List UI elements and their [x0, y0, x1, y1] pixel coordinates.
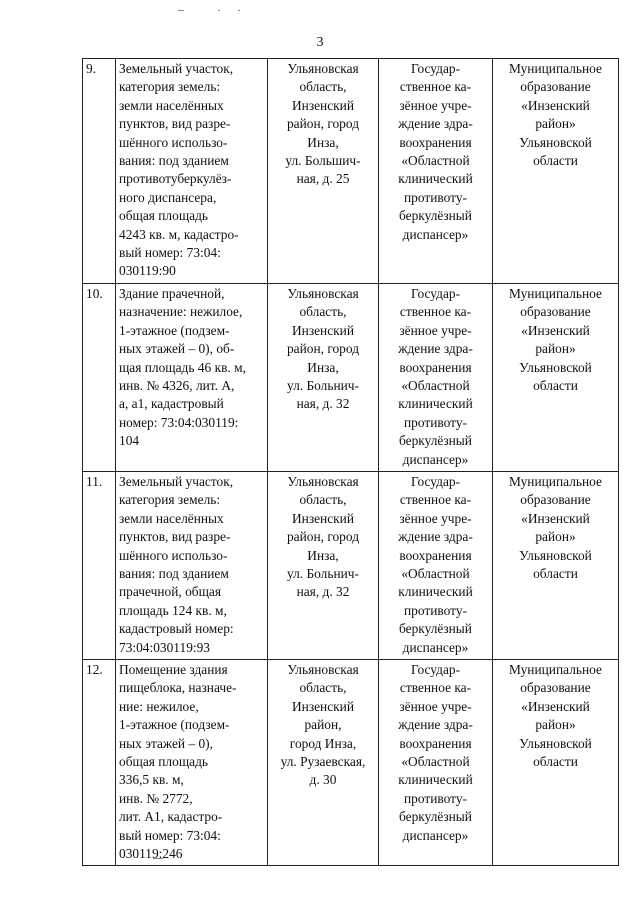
cell-line: ная, д. 25 [296, 171, 350, 187]
cell-line: район, [304, 717, 342, 733]
cell-line: клинический [398, 772, 473, 788]
cell-line: Ульяновской [519, 359, 592, 375]
cell-line: области [533, 565, 578, 581]
cell-line: Инзенский [291, 510, 355, 526]
cell-line: противоту- [404, 790, 467, 806]
cell-line: 1-этажное (подзем- [119, 322, 230, 338]
cell-line: Ульяновская [287, 285, 359, 301]
property-registry-table [82, 58, 619, 866]
cell-line: Ульяновской [519, 735, 592, 751]
cell-line: назначение: нежилое, [119, 304, 243, 320]
cell-line: шённого использо- [119, 134, 228, 150]
cell-line: район, город [286, 529, 360, 545]
object-address [268, 283, 379, 471]
cell-line: Инза, [307, 547, 339, 563]
recipient-owner [493, 471, 619, 659]
cell-line: «Областной [401, 153, 470, 169]
page-number: 3 [316, 35, 324, 50]
cell-line: Ульяновская [287, 662, 359, 677]
scan-artifact [218, 10, 220, 11]
cell-line: образование [520, 680, 591, 696]
cell-line: Инза, [307, 359, 339, 375]
cell-line: 104 [119, 433, 140, 449]
cell-line: клинический [398, 171, 473, 187]
scan-artifact [238, 10, 240, 11]
object-address [268, 660, 379, 866]
cell-line: Муниципальное [509, 662, 602, 677]
cell-line: ул. Больнич- [286, 565, 359, 581]
cell-line: пунктов, вид разре- [119, 529, 231, 545]
cell-line: ных этажей – 0), [119, 735, 213, 751]
cell-line: Инзенский [291, 322, 355, 338]
cell-line: «Областной [401, 754, 470, 770]
cell-line: диспансер» [402, 226, 469, 242]
cell-line: образование [520, 304, 591, 320]
current-holder [379, 471, 493, 659]
cell-line: категория земель: [119, 79, 221, 95]
cell-line: воохранения [399, 735, 472, 751]
object-description [116, 660, 268, 866]
cell-line: ние: нежилое, [119, 698, 199, 714]
row-number: 10. [83, 283, 116, 471]
cell-line: район» [535, 717, 576, 733]
cell-line: номер: 73:04:030119: [119, 414, 239, 430]
cell-line: земли населённых [119, 510, 224, 526]
cell-line: район» [535, 529, 576, 545]
cell-line: образование [520, 79, 591, 95]
cell-line: лит. А1, кадастро- [119, 809, 223, 825]
cell-line: кадастровый номер: [119, 621, 234, 637]
cell-line: «Инзенский [521, 322, 590, 338]
cell-line: земли населённых [119, 97, 224, 113]
object-address [268, 59, 379, 284]
cell-line: ждение здра- [398, 116, 473, 132]
cell-line: ул. Большич- [285, 153, 361, 169]
cell-line: клинический [398, 584, 473, 600]
cell-line: Помещение здания [119, 662, 228, 677]
object-description [116, 471, 268, 659]
current-holder [379, 59, 493, 284]
cell-line: беркулёзный [399, 809, 472, 825]
row-number: 9. [83, 59, 116, 284]
cell-line: противоту- [404, 189, 467, 205]
scan-artifact [178, 10, 184, 11]
cell-line: диспансер» [402, 639, 469, 655]
cell-line: противотуберкулёз- [119, 171, 232, 187]
cell-line: Муниципальное [509, 61, 602, 76]
cell-line: ул. Рузаевская, [280, 754, 366, 770]
cell-line: вания: под зданием [119, 565, 229, 581]
object-address [268, 471, 379, 659]
cell-line: ная, д. 32 [296, 396, 350, 412]
cell-line: район, город [286, 341, 360, 357]
object-description [116, 59, 268, 284]
cell-line: противоту- [404, 602, 467, 618]
cell-line: ственное ка- [399, 304, 472, 320]
recipient-owner [493, 283, 619, 471]
row-number: 12. [83, 660, 116, 866]
cell-line: Муниципальное [509, 285, 602, 301]
cell-line: 4243 кв. м, кадастро- [119, 226, 239, 242]
cell-line: области [533, 754, 578, 770]
cell-line: беркулёзный [399, 208, 472, 224]
cell-line: клинический [398, 396, 473, 412]
cell-line: зённое учре- [399, 97, 472, 113]
cell-line: район» [535, 116, 576, 132]
cell-line: Земельный участок, [119, 61, 234, 76]
cell-line: диспансер» [402, 451, 469, 467]
cell-line: вый номер: 73:04: [119, 245, 221, 261]
table-row [83, 59, 619, 284]
cell-line: 030119:246 [119, 846, 183, 862]
cell-line: Инза, [307, 134, 339, 150]
cell-line: 73:04:030119:93 [119, 639, 211, 655]
row-number: 11. [83, 471, 116, 659]
cell-line: ная, д. 32 [296, 584, 350, 600]
cell-line: Ульяновской [519, 547, 592, 563]
cell-line: ственное ка- [399, 492, 472, 508]
cell-line: 030119:90 [119, 263, 176, 279]
cell-line: область, [299, 680, 347, 696]
cell-line: область, [299, 304, 347, 320]
cell-line: беркулёзный [399, 621, 472, 637]
cell-line: Ульяновской [519, 134, 592, 150]
cell-line: район» [535, 341, 576, 357]
cell-line: воохранения [399, 547, 472, 563]
cell-line: область, [299, 79, 347, 95]
cell-line: ственное ка- [399, 79, 472, 95]
cell-line: Муниципальное [509, 473, 602, 489]
cell-line: вый номер: 73:04: [119, 827, 221, 843]
cell-line: д. 30 [309, 772, 337, 788]
cell-line: щая площадь 46 кв. м, [119, 359, 246, 375]
object-description [116, 283, 268, 471]
cell-line: области [533, 153, 578, 169]
cell-line: ждение здра- [398, 529, 473, 545]
cell-line: зённое учре- [399, 322, 472, 338]
cell-line: Государ- [410, 662, 461, 677]
current-holder [379, 660, 493, 866]
cell-line: ждение здра- [398, 341, 473, 357]
cell-line: «Областной [401, 377, 470, 393]
cell-line: Государ- [410, 61, 461, 76]
cell-line: зённое учре- [399, 510, 472, 526]
cell-line: ждение здра- [398, 717, 473, 733]
recipient-owner [493, 59, 619, 284]
cell-line: Ульяновская [287, 61, 359, 76]
cell-line: а, а1, кадастровый [119, 396, 224, 412]
cell-line: Ульяновская [287, 473, 359, 489]
cell-line: «Инзенский [521, 510, 590, 526]
cell-line: город Инза, [289, 735, 357, 751]
cell-line: общая площадь [119, 754, 208, 770]
cell-line: область, [299, 492, 347, 508]
table-row [83, 283, 619, 471]
cell-line: «Инзенский [521, 698, 590, 714]
cell-line: категория земель: [119, 492, 221, 508]
cell-line: «Инзенский [521, 97, 590, 113]
cell-line: инв. № 2772, [119, 790, 193, 806]
table-row [83, 660, 619, 866]
cell-line: шённого использо- [119, 547, 228, 563]
cell-line: образование [520, 492, 591, 508]
cell-line: Государ- [410, 285, 461, 301]
cell-line: ного диспансера, [119, 189, 217, 205]
cell-line: Здание прачечной, [119, 285, 225, 301]
cell-line: 336,5 кв. м, [119, 772, 184, 788]
cell-line: 1-этажное (подзем- [119, 717, 230, 733]
cell-line: площадь 124 кв. м, [119, 602, 227, 618]
cell-line: зённое учре- [399, 698, 472, 714]
cell-line: области [533, 377, 578, 393]
cell-line: противоту- [404, 414, 467, 430]
cell-line: район, город [286, 116, 360, 132]
cell-line: «Областной [401, 565, 470, 581]
cell-line: прачечной, общая [119, 584, 221, 600]
recipient-owner [493, 660, 619, 866]
cell-line: Инзенский [291, 97, 355, 113]
cell-line: диспансер» [402, 827, 469, 843]
current-holder [379, 283, 493, 471]
cell-line: ных этажей – 0), об- [119, 341, 235, 357]
cell-line: инв. № 4326, лит. А, [119, 377, 235, 393]
cell-line: вания: под зданием [119, 153, 229, 169]
cell-line: ул. Больнич- [286, 377, 359, 393]
cell-line: Земельный участок, [119, 473, 234, 489]
cell-line: Государ- [410, 473, 461, 489]
cell-line: общая площадь [119, 208, 208, 224]
cell-line: ственное ка- [399, 680, 472, 696]
cell-line: беркулёзный [399, 433, 472, 449]
cell-line: пунктов, вид разре- [119, 116, 231, 132]
cell-line: воохранения [399, 134, 472, 150]
cell-line: Инзенский [291, 698, 355, 714]
table-row [83, 471, 619, 659]
cell-line: пищеблока, назначе- [119, 680, 237, 696]
cell-line: воохранения [399, 359, 472, 375]
